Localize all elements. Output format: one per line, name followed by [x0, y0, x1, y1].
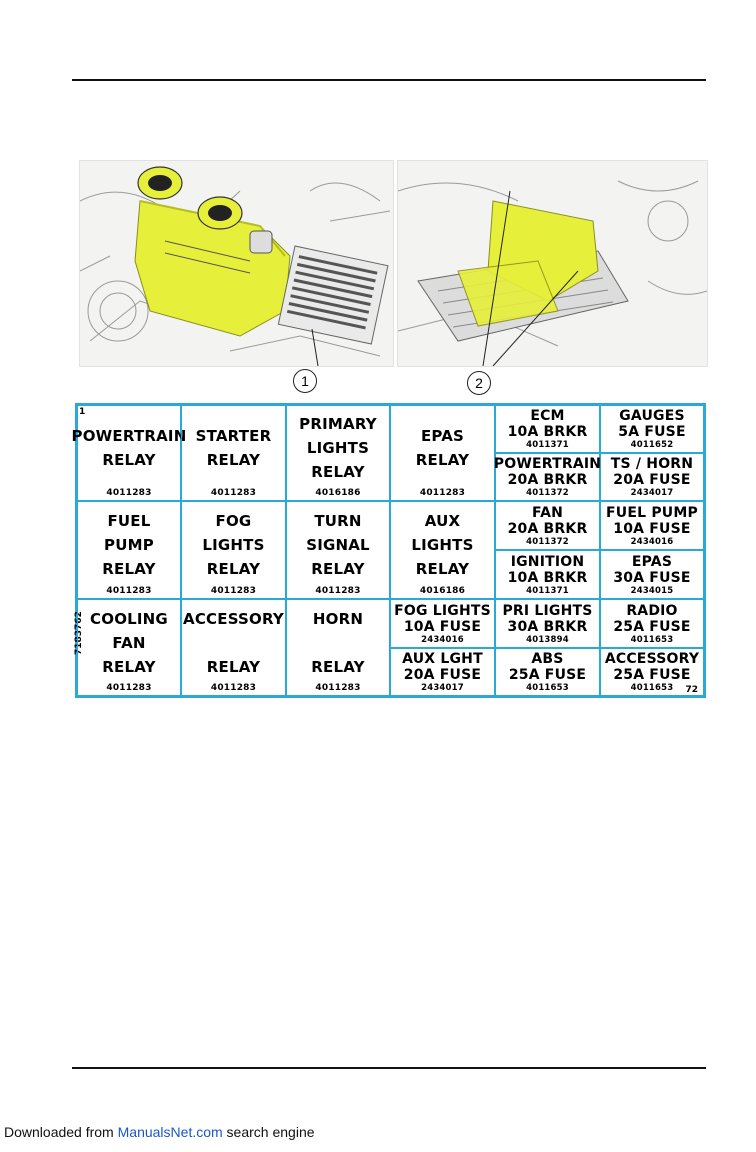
- fuse-cell-part-number: 4011283: [210, 586, 257, 596]
- fuse-cell-label: POWERTRAIN RELAY: [71, 427, 187, 469]
- fuse-cell-label: EPAS 30A FUSE: [613, 553, 691, 586]
- photo-fuse-box-label: [79, 160, 394, 367]
- download-footer: [4, 1124, 315, 1140]
- fuse-cell-label: IGNITION 10A BRKR: [507, 553, 588, 586]
- fuse-cell: [390, 599, 495, 648]
- table-corner-id: 1: [79, 407, 86, 417]
- fuse-cell-part-number: 4011283: [210, 683, 257, 693]
- fuse-cell: [495, 599, 600, 648]
- fuse-cell: [286, 501, 390, 599]
- fuse-cell-label: ACCESSORY RELAY: [183, 609, 284, 676]
- fuse-cell-label: FAN 20A BRKR: [507, 504, 588, 537]
- fuse-cell-part-number: 4011653: [630, 635, 674, 645]
- fuse-cell-part-number: 2434016: [630, 537, 674, 547]
- fuse-cell-label: ABS 25A FUSE: [508, 651, 587, 683]
- fuse-cell-part-number: 2434015: [630, 586, 674, 596]
- fuse-cell-label: STARTER RELAY: [195, 427, 272, 469]
- fuse-cell-part-number: 4013894: [526, 635, 569, 645]
- fuse-cell-part-number: 4016186: [419, 586, 466, 596]
- fuse-cell: [390, 501, 495, 599]
- fuse-cell: [600, 501, 704, 550]
- footer-rule: [72, 1067, 706, 1069]
- fuse-cell-label: RADIO 25A FUSE: [613, 602, 691, 635]
- fuse-cell-part-number: 4011371: [526, 440, 569, 450]
- fuse-cell: [71, 405, 187, 501]
- fuse-cell-label: AUX LIGHTS RELAY: [411, 512, 474, 578]
- fuse-cell: [181, 501, 286, 599]
- fuse-cell-part-number: 2434016: [421, 635, 464, 645]
- fuse-cell: [600, 453, 704, 501]
- fuse-cell-part-number: 4011653: [526, 683, 569, 693]
- fuse-cell-label: HORN RELAY: [311, 609, 365, 676]
- fuse-cell: [600, 550, 704, 599]
- fuse-cell-part-number: 4011283: [106, 488, 152, 498]
- fuse-cell-label: FOG LIGHTS 10A FUSE: [394, 602, 491, 635]
- fuse-cell-label: PRI LIGHTS 30A BRKR: [502, 602, 593, 635]
- fuse-cell-label: GAUGES 5A FUSE: [618, 408, 686, 440]
- fuse-cell-label: AUX LGHT 20A FUSE: [402, 651, 483, 683]
- fuse-relay-table: [71, 403, 706, 698]
- fuse-cell-label: ACCESSORY 25A FUSE: [604, 651, 700, 683]
- fuse-cell: [286, 405, 390, 501]
- fuse-cell: [495, 453, 600, 501]
- fuse-cell-label: ECM 10A BRKR: [507, 408, 588, 440]
- fuse-cell-part-number: 4011372: [526, 488, 569, 498]
- fuse-cell: [600, 405, 704, 453]
- photo-fuse-box-open: [397, 160, 708, 367]
- header-rule: [72, 79, 706, 81]
- callout-1: 1: [293, 369, 317, 393]
- table-corner-number: 72: [685, 685, 698, 695]
- fuse-cell: [495, 405, 600, 453]
- footer-prefix: Downloaded from: [4, 1124, 118, 1140]
- fuse-cell-part-number: 4011283: [106, 683, 152, 693]
- table-side-id: 7183762: [74, 611, 84, 655]
- fuse-cell: [495, 648, 600, 696]
- fuse-cell: [181, 599, 286, 696]
- fuse-cell-part-number: 4016186: [315, 488, 361, 498]
- fuse-cell: [390, 648, 495, 696]
- fuse-cell-label: PRIMARY LIGHTS RELAY: [299, 415, 377, 481]
- fuse-cell-label: POWERTRAIN 20A BRKR: [493, 456, 602, 488]
- fuse-cell-label: COOLING FAN RELAY: [90, 609, 168, 676]
- fuse-cell: [181, 405, 286, 501]
- fuse-cell-label: FUEL PUMP 10A FUSE: [606, 504, 698, 537]
- fuse-cell-part-number: 4011283: [106, 586, 152, 596]
- fuse-cell-part-number: 4011283: [315, 683, 361, 693]
- fuse-cell-part-number: 4011653: [630, 683, 674, 693]
- fuse-cell: [77, 599, 181, 696]
- fuse-cell: [77, 501, 181, 599]
- callout-2: 2: [467, 371, 491, 395]
- fuse-cell-label: TURN SIGNAL RELAY: [306, 512, 370, 578]
- fuse-cell-part-number: 4011283: [419, 488, 466, 498]
- footer-link[interactable]: ManualsNet.com: [117, 1124, 223, 1140]
- fuse-cell-label: EPAS RELAY: [415, 427, 470, 469]
- fuse-cell-part-number: 4011283: [315, 586, 361, 596]
- fuse-cell-part-number: 2434017: [630, 488, 674, 498]
- fuse-cell-part-number: 4011372: [526, 537, 569, 547]
- fuse-cell: [286, 599, 390, 696]
- fuse-cell: [390, 405, 495, 501]
- fuse-cell-part-number: 4011652: [630, 440, 674, 450]
- fuse-cell-part-number: 2434017: [421, 683, 464, 693]
- fuse-cell: [600, 599, 704, 648]
- fuse-cell-label: TS / HORN 20A FUSE: [610, 456, 694, 488]
- fuse-cell-label: FUEL PUMP RELAY: [102, 512, 156, 578]
- fuse-cell: [600, 648, 704, 696]
- footer-suffix: search engine: [222, 1124, 315, 1140]
- fuse-cell: [495, 550, 600, 599]
- fuse-cell-part-number: 4011371: [526, 586, 569, 596]
- fuse-cell-label: FOG LIGHTS RELAY: [202, 512, 265, 578]
- fuse-cell: [495, 501, 600, 550]
- fuse-cell-part-number: 4011283: [210, 488, 257, 498]
